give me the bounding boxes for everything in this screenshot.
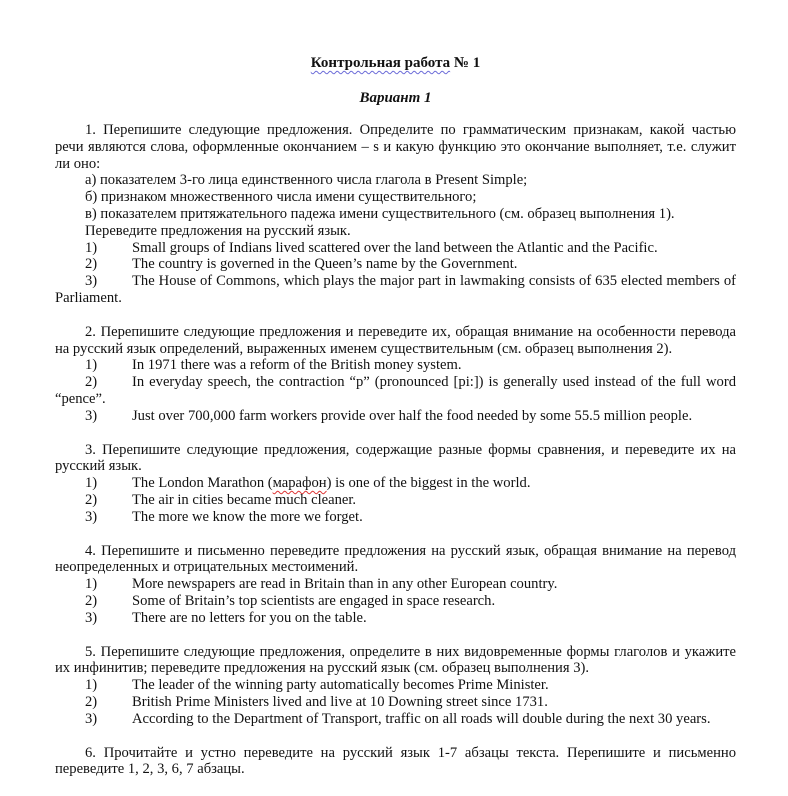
sentence-item bbox=[55, 509, 736, 526]
sentence-item bbox=[55, 374, 736, 408]
item-text: Just over 700,000 farm workers provide over half the food needed by some 55.5 million people. bbox=[132, 407, 693, 424]
item-text: The country is governed in the Queen’s name by the Government. bbox=[132, 256, 518, 273]
sentence-item bbox=[55, 492, 736, 509]
title-text-flagged: Контрольная работа bbox=[310, 55, 451, 71]
item-number: 1) bbox=[85, 357, 98, 374]
task-intro: 3. Перепишите следующие предложения, содержащие разные формы сравнения, и переведите их на русский язык. bbox=[55, 441, 736, 475]
task-subitem: б) признаком множественного числа имени существительного; bbox=[85, 189, 477, 206]
item-text: The House of Commons, which plays the major part in lawmaking consists of 635 elected members of Parliament. bbox=[55, 273, 736, 306]
task-5 bbox=[55, 644, 736, 728]
item-number: 2) bbox=[85, 374, 98, 391]
item-text: More newspapers are read in Britain than in any other European country. bbox=[132, 576, 558, 593]
item-number: 2) bbox=[85, 693, 98, 710]
sentence-item bbox=[55, 610, 736, 627]
item-number: 1) bbox=[85, 239, 98, 256]
sentence-item bbox=[55, 475, 736, 492]
item-number: 3) bbox=[85, 508, 98, 525]
document-title bbox=[55, 53, 736, 73]
task-6 bbox=[55, 745, 736, 779]
task-intro: 5. Перепишите следующие предложения, определите в них видовременные формы глаголов и укажите их инфинитив; переведите предложения на русский язык (см. образец выполнения 3). bbox=[55, 643, 736, 677]
item-number: 2) bbox=[85, 491, 98, 508]
item-text: The leader of the winning party automatically becomes Prime Minister. bbox=[132, 677, 549, 694]
task-instruction: Переведите предложения на русский язык. bbox=[85, 222, 351, 239]
task-intro: 4. Перепишите и письменно переведите предложения на русский язык, обращая внимание на перевод неопределенных и отрицательных местоимений. bbox=[55, 542, 736, 576]
item-text: The air in cities became much cleaner. bbox=[132, 491, 357, 508]
sentence-item bbox=[55, 576, 736, 593]
item-number: 3) bbox=[85, 407, 98, 424]
sentence-item bbox=[55, 593, 736, 610]
task-subitem: в) показателем притяжательного падежа имени существительного (см. образец выполнения 1). bbox=[85, 205, 675, 222]
item-text: In everyday speech, the contraction “p” (pronounced [pi:]) is generally used instead of the full word “pence”. bbox=[55, 374, 736, 407]
item-text: Some of Britain’s top scientists are engaged in space research. bbox=[132, 592, 496, 609]
task-subitem: а) показателем 3-го лица единственного числа глагола в Present Simple; bbox=[85, 172, 528, 189]
variant-heading: Вариант 1 bbox=[359, 90, 432, 106]
sentence-item bbox=[55, 240, 736, 257]
task-2 bbox=[55, 324, 736, 425]
sentence-item bbox=[55, 256, 736, 273]
document-body bbox=[55, 53, 736, 778]
task-1 bbox=[55, 122, 736, 307]
item-text: There are no letters for you on the table. bbox=[132, 609, 367, 626]
item-text: In 1971 there was a reform of the British money system. bbox=[132, 357, 462, 374]
item-number: 2) bbox=[85, 256, 98, 273]
item-number: 3) bbox=[85, 609, 98, 626]
sentence-item bbox=[55, 273, 736, 307]
sentence-item bbox=[55, 408, 736, 425]
item-text-part: ) is one of the biggest in the world. bbox=[326, 475, 531, 492]
item-text-part: The London Marathon ( bbox=[132, 475, 273, 492]
task-intro: 6. Прочитайте и устно переведите на русский язык 1-7 абзацы текста. Перепишите и письменно переведите 1, 2, 3, 6, 7 абзацы. bbox=[55, 744, 736, 778]
sentence-item bbox=[55, 677, 736, 694]
title-number: № 1 bbox=[450, 55, 481, 71]
task-intro: 2. Перепишите следующие предложения и переведите их, обращая внимание на особенности перевода на русский язык определений, выраженных именем существительным (см. образец выполнения 2). bbox=[55, 323, 736, 357]
item-text: The more we know the more we forget. bbox=[132, 508, 363, 525]
item-number: 1) bbox=[85, 677, 98, 694]
task-4 bbox=[55, 543, 736, 627]
sentence-item bbox=[55, 694, 736, 711]
task-intro: 1. Перепишите следующие предложения. Определите по грамматическим признакам, какой частью речи являются слова, оформленные окончанием – s и какую функцию это окончание выполняет, т.е. служит ли оно: bbox=[55, 122, 736, 172]
task-3 bbox=[55, 442, 736, 526]
item-number: 2) bbox=[85, 592, 98, 609]
item-text: British Prime Ministers lived and live at 10 Downing street since 1731. bbox=[132, 693, 548, 710]
item-number: 3) bbox=[85, 273, 98, 290]
sentence-item bbox=[55, 711, 736, 728]
item-number: 1) bbox=[85, 576, 98, 593]
sentence-item bbox=[55, 357, 736, 374]
item-text bbox=[132, 475, 736, 492]
item-text: According to the Department of Transport, traffic on all roads will double during the next 30 years. bbox=[132, 710, 711, 727]
item-number: 3) bbox=[85, 710, 98, 727]
item-number: 1) bbox=[85, 475, 98, 492]
item-text: Small groups of Indians lived scattered over the land between the Atlantic and the Pacific. bbox=[132, 239, 658, 256]
spellcheck-flagged-word: марафон bbox=[272, 475, 327, 492]
